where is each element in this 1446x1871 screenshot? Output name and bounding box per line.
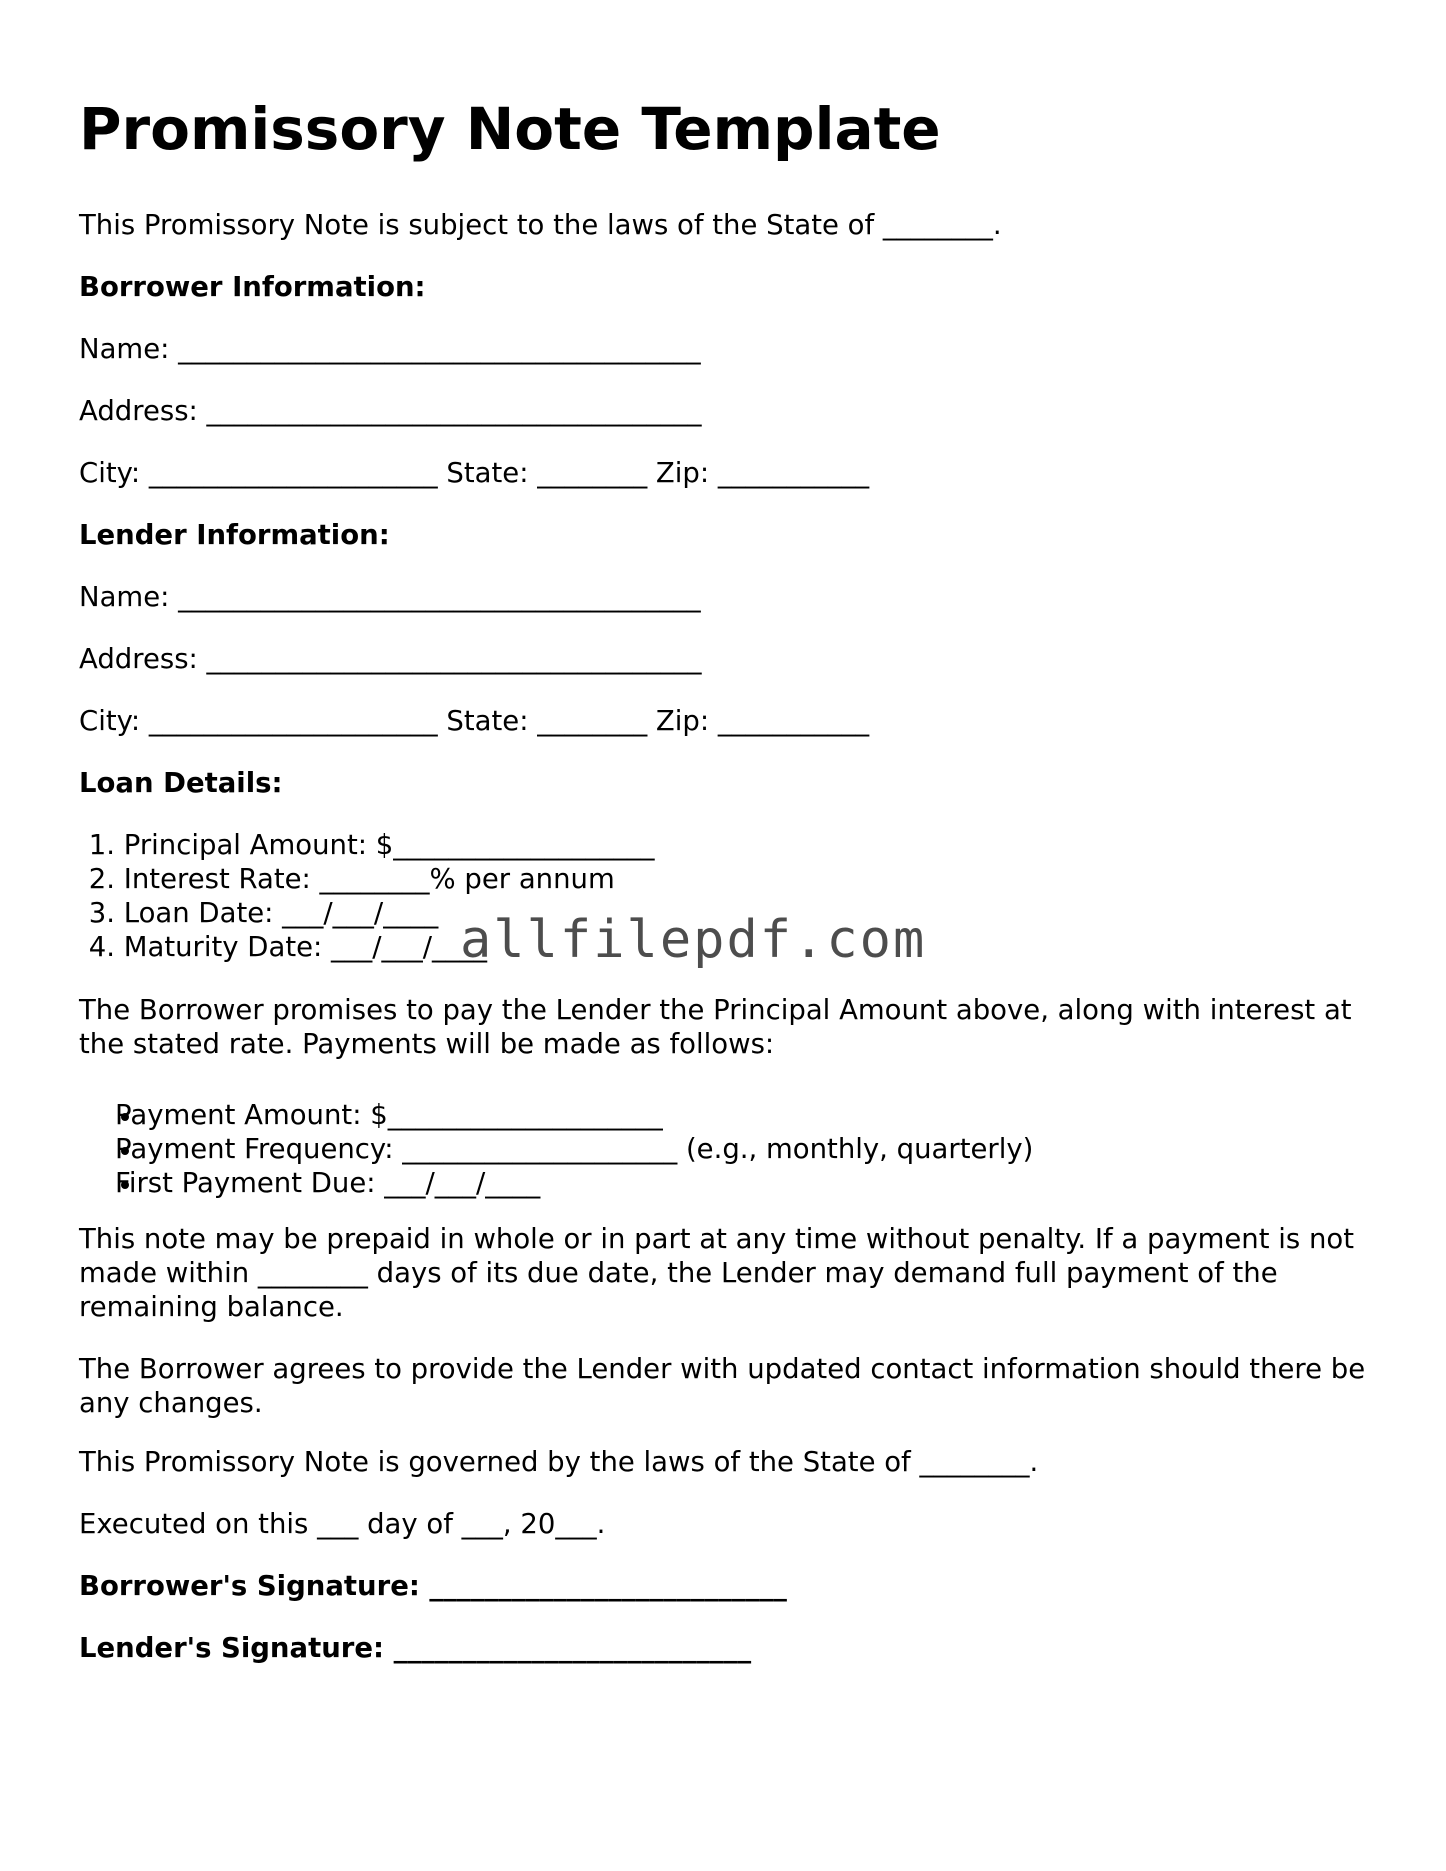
lender-city-state-zip-field: City: _____________________ State: ________ Zip: ___________ [79,705,870,737]
lender-signature-line: Lender's Signature: __________________________ [79,1632,752,1664]
intro-line: This Promissory Note is subject to the laws of the State of ________. [79,209,1002,241]
borrower-city-state-zip-field: City: _____________________ State: ________ Zip: ___________ [79,457,870,489]
list-item-text: Interest Rate: ________% per annum [123,863,615,895]
list-marker: 2. [88,863,115,895]
list-item-text: Maturity Date: ___/___/____ [123,931,488,963]
borrower-address-field: Address: ____________________________________ [79,395,702,427]
lender-name-field: Name: ______________________________________ [79,581,701,613]
list-marker: 3. [88,897,115,929]
list-item-text: Principal Amount: $___________________ [123,829,655,861]
executed-line: Executed on this ___ day of ___, 20___. [79,1508,606,1540]
watermark-logo: allfilepdf.com [460,910,927,970]
payment-intro-paragraph: The Borrower promises to pay the Lender the Principal Amount above, along with interest at the stated rate. Payments will be made as follows: [79,994,1352,1060]
loan-item-loan-date [88,897,439,929]
first-payment-due-item: First Payment Due: ___/___/____ [115,1167,541,1199]
payment-frequency-item: Payment Frequency: ____________________ (e.g., monthly, quarterly) [115,1133,1034,1165]
prepayment-paragraph: This note may be prepaid in whole or in part at any time without penalty. If a payment is not made within ________ days of its due date, the Lender may demand full payment of the remaining balance. [79,1223,1355,1323]
list-item-text: Loan Date: ___/___/____ [123,897,439,929]
payment-amount-item: Payment Amount: $____________________ [115,1099,663,1131]
loan-item-interest-rate [88,863,615,895]
loan-item-maturity-date [88,931,488,963]
loan-details-heading: Loan Details: [79,767,283,799]
loan-item-principal [88,829,655,861]
lender-address-field: Address: ____________________________________ [79,643,702,675]
borrower-signature-line: Borrower's Signature: __________________________ [79,1570,787,1602]
governing-law-line: This Promissory Note is governed by the laws of the State of ________. [79,1446,1039,1478]
document-title: Promissory Note Template [79,95,941,163]
contact-paragraph: The Borrower agrees to provide the Lender with updated contact information should there be any changes. [79,1353,1366,1419]
lender-heading: Lender Information: [79,519,390,551]
borrower-name-field: Name: ______________________________________ [79,333,701,365]
borrower-heading: Borrower Information: [79,271,426,303]
list-marker: 1. [88,829,115,861]
list-marker: 4. [88,931,115,963]
